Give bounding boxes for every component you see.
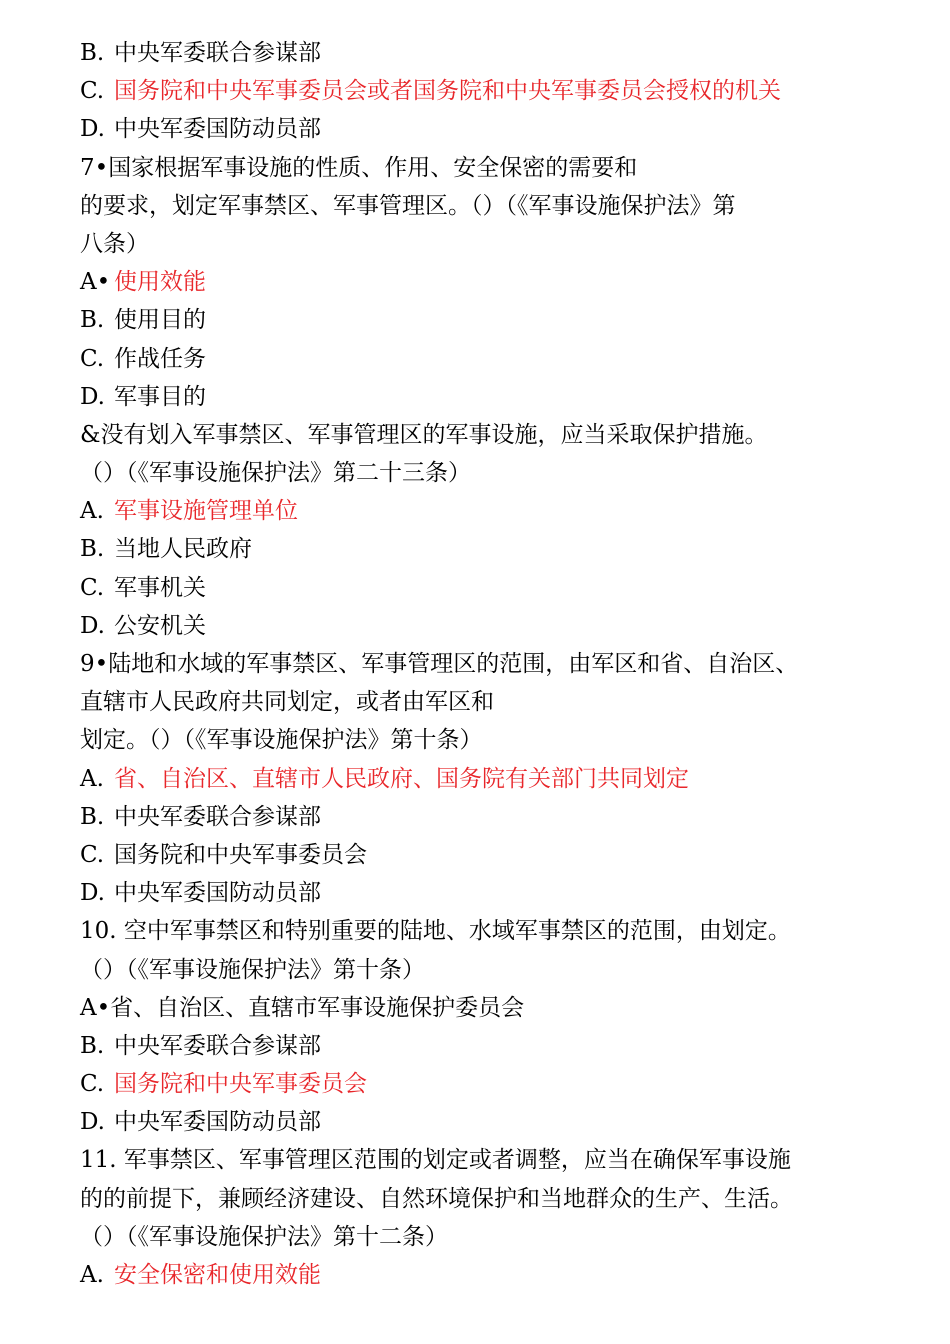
option-line: [80, 1027, 880, 1065]
line-text: （）（《军事设施保护法》第十条）: [80, 956, 425, 983]
option-letter: C.: [80, 78, 105, 105]
line-text: 公安机关: [114, 612, 206, 639]
line-text: 中央军委联合参谋部: [114, 40, 321, 66]
question-line: [80, 951, 880, 989]
line-text: 中央军委联合参谋部: [114, 803, 321, 830]
option-line: [80, 530, 880, 568]
option-line: [80, 34, 880, 72]
question-line: [80, 721, 880, 759]
line-text: 11. 军事禁区、军事管理区范围的划定或者调整，应当在确保军事设施: [80, 1147, 791, 1174]
option-letter: D.: [80, 880, 105, 907]
question-line: [80, 187, 880, 225]
option-line: [80, 263, 880, 301]
option-letter: C.: [80, 841, 105, 868]
line-text: 中央军委联合参谋部: [114, 1032, 321, 1059]
line-text: 9•陆地和水域的军事禁区、军事管理区的范围，由军区和省、自治区、: [80, 651, 799, 677]
question-line: [80, 912, 880, 950]
line-text: 7•国家根据军事设施的性质、作用、安全保密的需要和: [80, 154, 638, 181]
line-text: 军事目的: [114, 383, 206, 410]
question-line: [80, 1218, 880, 1256]
option-letter: C.: [80, 574, 105, 601]
question-line: [80, 1180, 880, 1218]
option-line: [80, 340, 880, 378]
line-text: 10. 空中军事禁区和特别重要的陆地、水域军事禁区的范围，由划定。: [80, 918, 791, 945]
option-letter: A•: [80, 269, 111, 296]
line-text: 军事机关: [114, 574, 206, 601]
line-text: &没有划入军事禁区、军事管理区的军事设施，应当采取保护措施。: [80, 421, 768, 448]
line-text: 国务院和中央军事委员会: [114, 841, 367, 868]
line-text: 划定。（）（《军事设施保护法》第十条）: [80, 727, 483, 754]
option-letter: B.: [80, 1032, 105, 1059]
question-line: [80, 225, 880, 263]
option-line: [80, 569, 880, 607]
option-letter: B.: [80, 536, 105, 563]
document-page: [80, 34, 880, 1294]
line-text: A•省、自治区、直辖市军事设施保护委员会: [80, 994, 525, 1021]
option-letter: B.: [80, 803, 105, 830]
option-letter: C.: [80, 345, 105, 372]
option-line: [80, 874, 880, 912]
option-line: [80, 798, 880, 836]
option-line: [80, 1103, 880, 1141]
answer-text: 省、自治区、直辖市人民政府、国务院有关部门共同划定: [114, 765, 689, 792]
option-letter: D.: [80, 116, 105, 143]
option-line: [80, 378, 880, 416]
line-text: 使用目的: [114, 307, 206, 334]
answer-text: 国务院和中央军事委员会: [114, 1071, 367, 1098]
question-line: [80, 454, 880, 492]
answer-text: 国务院和中央军事委员会或者国务院和中央军事委员会授权的机关: [114, 78, 781, 105]
line-text: 中央军委国防动员部: [114, 880, 321, 907]
line-text: （）（《军事设施保护法》第十二条）: [80, 1223, 448, 1250]
line-text: 当地人民政府: [114, 536, 252, 563]
option-letter: D.: [80, 612, 105, 639]
line-text: 中央军委国防动员部: [114, 1109, 321, 1136]
question-line: [80, 149, 880, 187]
line-text: （）（《军事设施保护法》第二十三条）: [80, 460, 471, 487]
option-letter: D.: [80, 1109, 105, 1136]
option-letter: D.: [80, 383, 105, 410]
option-line: [80, 492, 880, 530]
option-letter: B.: [80, 307, 105, 334]
question-line: [80, 989, 880, 1027]
line-text: 的要求，划定军事禁区、军事管理区。（）（《军事设施保护法》第: [80, 192, 736, 219]
line-text: 八条）: [80, 230, 149, 257]
option-line: [80, 72, 880, 110]
answer-text: 军事设施管理单位: [114, 498, 298, 525]
option-line: [80, 301, 880, 339]
line-text: 直辖市人民政府共同划定，或者由军区和: [80, 689, 494, 716]
answer-text: 使用效能: [114, 269, 206, 296]
option-letter: A.: [80, 498, 104, 525]
line-text: 的的前提下，兼顾经济建设、自然环境保护和当地群众的生产、生活。: [80, 1185, 793, 1212]
question-line: [80, 683, 880, 721]
option-line: [80, 760, 880, 798]
option-line: [80, 607, 880, 645]
question-line: [80, 1141, 880, 1179]
option-line: [80, 110, 880, 148]
option-line: [80, 1065, 880, 1103]
option-letter: A.: [80, 765, 104, 792]
answer-text: 安全保密和使用效能: [114, 1262, 321, 1288]
option-line: [80, 1256, 880, 1294]
line-text: 作战任务: [114, 345, 206, 372]
question-line: [80, 416, 880, 454]
option-letter: A.: [80, 1262, 104, 1288]
option-letter: B.: [80, 40, 105, 66]
option-line: [80, 836, 880, 874]
question-line: [80, 645, 880, 683]
option-letter: C.: [80, 1071, 105, 1098]
line-text: 中央军委国防动员部: [114, 116, 321, 143]
